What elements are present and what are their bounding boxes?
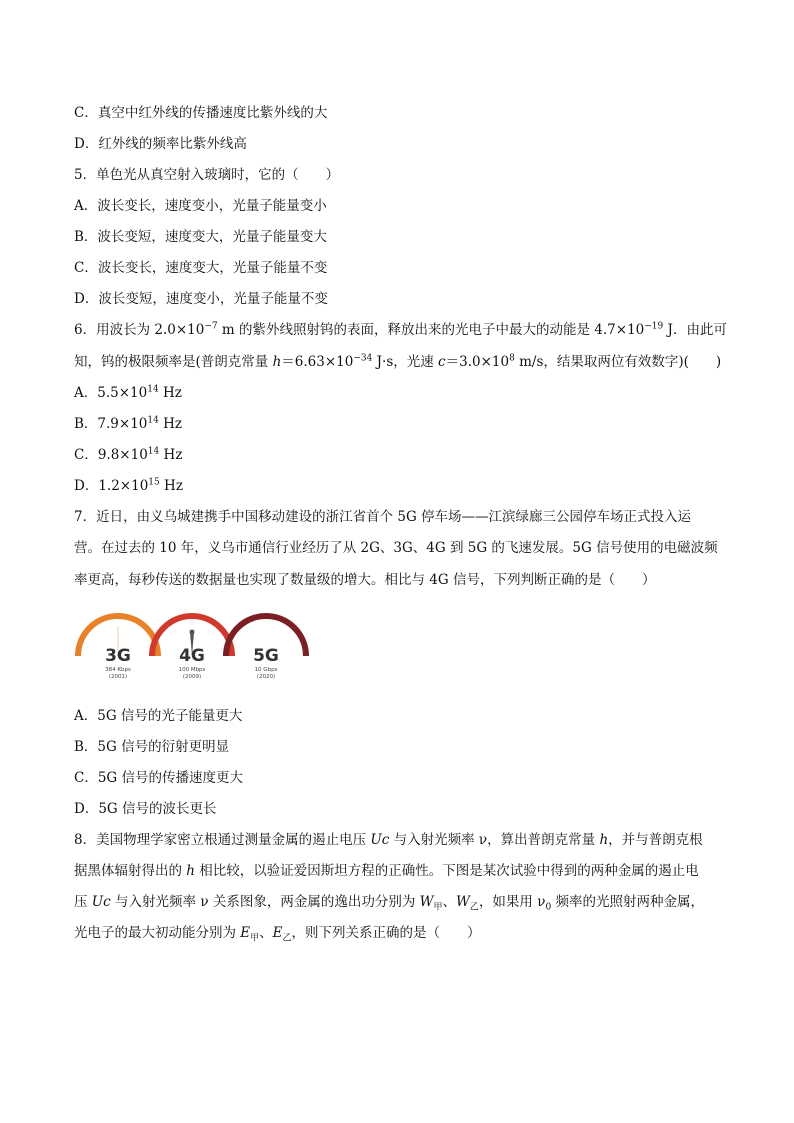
q8-stem-line2: 据黑体辐射得出的 h 相比较，以验证爱因斯坦方程的正确性。下图是某次试验中得到的两种金属的遏止电 xyxy=(74,863,699,879)
q6-option-c: C．$9.8\times 10^{14}$ Hz xyxy=(74,446,183,463)
q5-option-c: C．波长变长，速度变大，光量子能量不变 xyxy=(74,260,328,276)
gauge-4g-label: 4G xyxy=(179,646,205,666)
q5-option-d: D．波长变短，速度变小，光量子能量不变 xyxy=(74,291,328,307)
q8-stem-line4: 光电子的最大初动能分别为 $E_甲$、$E_乙$，则下列关系正确的是（ ） xyxy=(74,925,481,944)
q7-stem-line3: 率更高，每秒传送的数据量也实现了数量级的增大。相比与 4G 信号，下列判断正确的是（ ） xyxy=(74,572,656,588)
gauge-3g-year: (2001) xyxy=(108,674,128,680)
q7-option-d: D．5G 信号的波长更长 xyxy=(74,801,217,817)
q7-option-c: C．5G 信号的传播速度更大 xyxy=(74,770,243,786)
network-gauges-figure xyxy=(74,604,314,688)
gauge-3g-label: 3G xyxy=(105,646,131,666)
q7-stem-line1: 7．近日，由义乌城建携手中国移动建设的浙江省首个 5G 停车场——江滨绿廊三公园停车场正式投入运 xyxy=(74,509,692,525)
q5-option-b: B．波长变短，速度变大，光量子能量变大 xyxy=(74,229,327,245)
q7-option-a: A．5G 信号的光子能量更大 xyxy=(74,708,243,724)
gauge-5g-speed: 10 Gbps xyxy=(254,667,278,673)
q6-option-b: B．$7.9\times 10^{14}$ Hz xyxy=(74,415,183,432)
gauge-5g-year: (2020) xyxy=(256,674,276,680)
q8-stem-line1: 8．美国物理学家密立根通过测量金属的遏止电压 Uc 与入射光频率 ν，算出普朗克常量 h，并与普朗克根 xyxy=(74,832,703,848)
q5-option-a: A．波长变长，速度变小，光量子能量变小 xyxy=(74,198,327,214)
q6-option-d: D．$1.2\times 10^{15}$ Hz xyxy=(74,477,183,494)
q6-option-a: A．$5.5\times 10^{14}$ Hz xyxy=(74,384,182,401)
q7-option-b: B．5G 信号的衍射更明显 xyxy=(74,739,230,755)
q5-stem: 5．单色光从真空射入玻璃时，它的（ ） xyxy=(74,167,340,183)
q6-stem-line1: 6．用波长为 $2.0\times 10^{-7}$ m 的紫外线照射钨的表面，释放出来的光电子中最大的动能是 $4.7\times 10^{-19}$ J．由此可 xyxy=(74,321,727,338)
gauge-3g-speed: 384 Kbps xyxy=(105,667,131,673)
q6-stem-line2: 知，钨的极限频率是(普朗克常量 $h=6.63\times 10^{-34}$ J·s，光速 $c=3.0\times 10^8$ m/s，结果取两位有效数字)( ) xyxy=(74,353,722,370)
q4-option-c: C．真空中红外线的传播速度比紫外线的大 xyxy=(74,105,328,121)
gauge-4g-speed: 100 Mbps xyxy=(178,667,206,673)
q4-option-d: D．红外线的频率比紫外线高 xyxy=(74,136,247,152)
gauge-4g-year: (2009) xyxy=(182,674,202,680)
q8-stem-line3: 压 Uc 与入射光频率 ν 关系图象，两金属的逸出功分别为 $W_甲$、$W_乙$，如果用 $\nu_0$ 频率的光照射两种金属， xyxy=(74,894,704,913)
gauge-5g-label: 5G xyxy=(253,646,279,666)
q7-stem-line2: 营。在过去的 10 年，义乌市通信行业经历了从 2G、3G、4G 到 5G 的飞速发展。5G 信号使用的电磁波频 xyxy=(74,540,718,556)
